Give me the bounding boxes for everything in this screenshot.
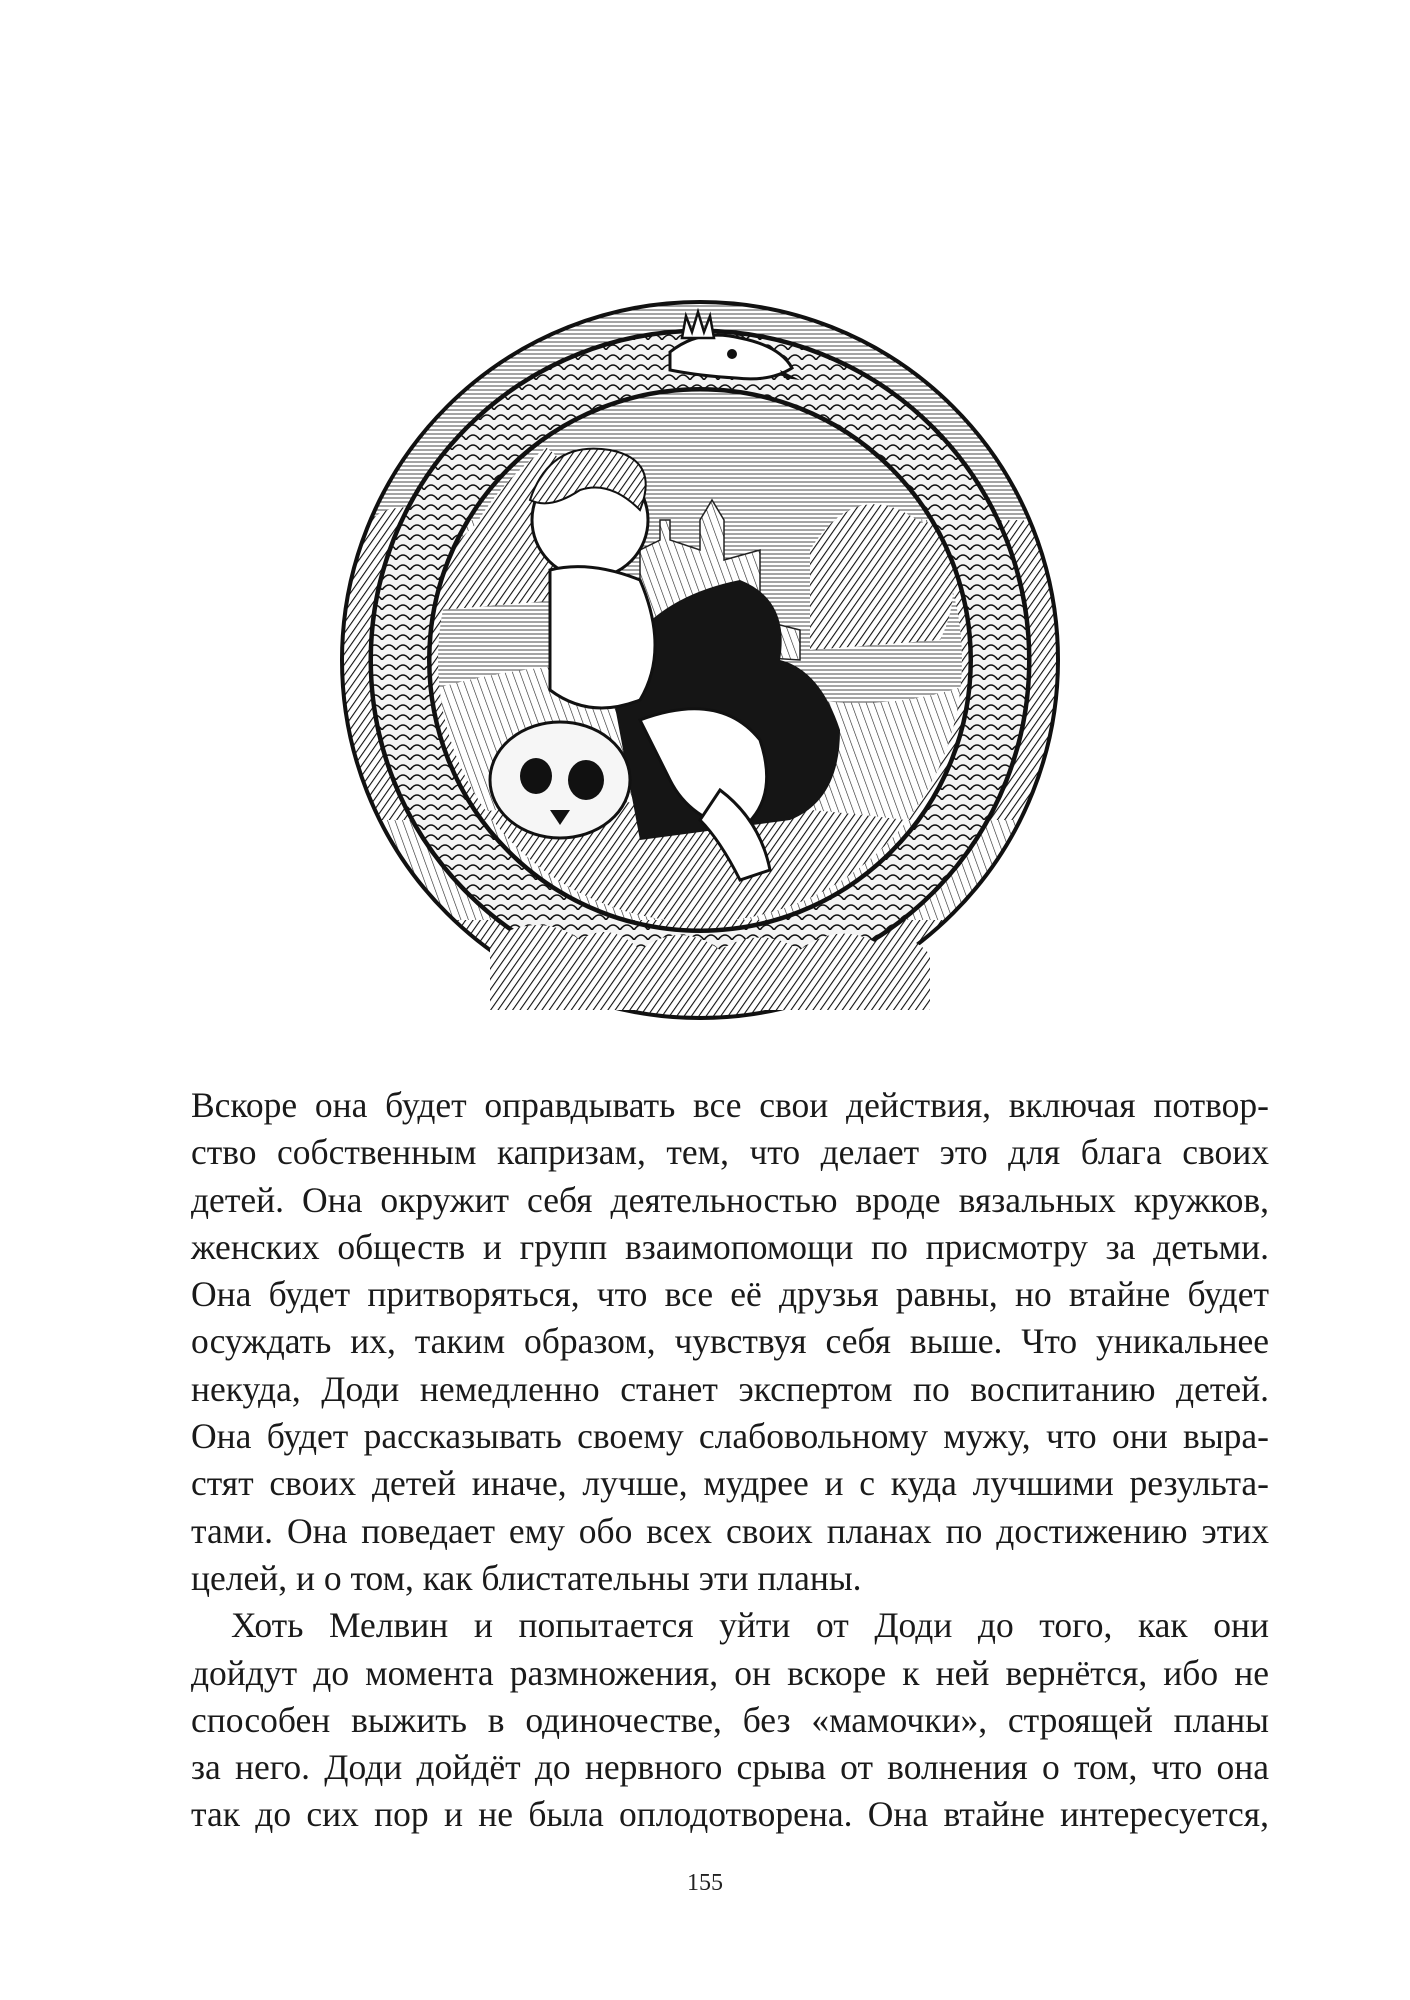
text-line: стят своих детей иначе, лучше, мудрее и с куда лучшими результа- (191, 1463, 1269, 1504)
page-number: 155 (687, 1870, 723, 1896)
text-line: способен выжить в одиночестве, без «мамочки», строящей планы (191, 1699, 1269, 1740)
text-line: детей. Она окружит себя деятельностью вроде вязальных кружков, (191, 1179, 1269, 1220)
text-line: женских обществ и групп взаимопомощи по присмотру за детьми. (191, 1226, 1269, 1267)
text-line: Хоть Мелвин и попытается уйти от Доди до того, как они (231, 1605, 1269, 1646)
text-line: целей, и о том, как блистательны эти планы. (191, 1557, 862, 1598)
body-text (191, 1082, 1269, 1839)
text-line: Она будет притворяться, что все её друзья равны, но втайне будет (191, 1274, 1269, 1315)
ouroboros-engraving-icon (340, 220, 1060, 1032)
text-line: осуждать их, таким образом, чувствуя себя выше. Что уникальнее (191, 1321, 1269, 1362)
text-line: так до сих пор и не была оплодотворена. Она втайне интересуется, (191, 1794, 1269, 1835)
text-line: Вскоре она будет оправдывать все свои действия, включая потвор- (191, 1085, 1269, 1125)
text-line: ство собственным капризам, тем, что делает это для блага своих (191, 1132, 1269, 1173)
ouroboros-engraving (340, 220, 1060, 1032)
paragraph-1 (191, 1082, 1269, 1602)
text-line: Она будет рассказывать своему слабовольному мужу, что они выра- (191, 1416, 1269, 1457)
text-line: некуда, Доди немедленно станет экспертом по воспитанию детей. (191, 1368, 1269, 1409)
paragraph-2 (191, 1602, 1269, 1838)
text-line: за него. Доди дойдёт до нервного срыва от волнения о том, что она (191, 1747, 1269, 1788)
text-line: тами. Она поведает ему обо всех своих планах по достижению этих (191, 1510, 1269, 1551)
text-line: дойдут до момента размножения, он вскоре к ней вернётся, ибо не (191, 1652, 1269, 1693)
